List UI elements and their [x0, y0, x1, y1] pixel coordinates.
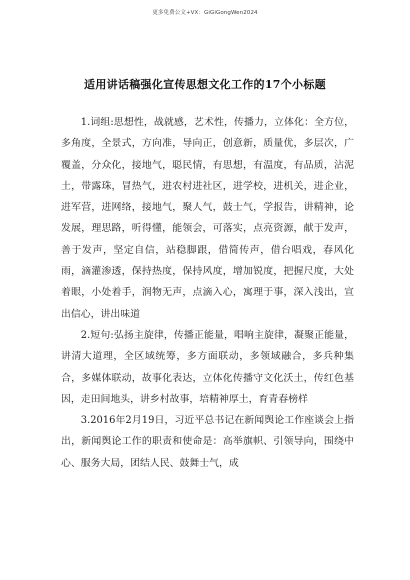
- paragraph-1: 1.词组:思想性，战就感，艺术性，传播力，立体化：全方位，多角度，全景式，方向准，导向正，创意新，质量优，多层次，广覆盖，分众化，接地气，聪民情，有思想，有温度，有品质，沾泥土，带露珠，冒热气，进农村进社区，进学校，进机关，进企业，进军营，进网络，接地气，聚人气，鼓士气，学报告，讲精神，论发展，理思路，听得懂，能领会，可落实，点亮资源，献于发声，善于发声，坚定自信，站稳脚跟，借简传声，借台唱戏，春风化雨，滴灌渗透，保持热度，保持风度，增加锐度，把握尺度，大处着眼，小处着手，润物无声，点滴入心，寓理于事，深入浅出，宣出信心，讲出味道: [61, 117, 354, 320]
- document-title: 适用讲话稿强化宣传思想文化工作的17个小标题: [84, 78, 326, 91]
- paragraph-3: 3.2016年2月19日，习近平总书记在新闻舆论工作座谈会上指出，新闻舆论工作的职责和使命是：高举旗帜、引领导向，围绕中心、服务大局，团结人民、鼓舞士气，成: [61, 415, 354, 469]
- paragraph-2: 2.短句:弘扬主旋律，传播正能量，唱响主旋律，凝聚正能量，讲清大道理，全区域统筹，多方面联动，多领域融合，多兵种集合，多媒体联动，故事化表达，立体化传播守文化沃土，传红色基因，走田间地头，讲乡村故事，培精神厚土，育青春榜样: [61, 329, 354, 405]
- document-body: [61, 112, 354, 474]
- header-note: 更多免费公文+VX：GiGiGongWen2024: [152, 10, 258, 16]
